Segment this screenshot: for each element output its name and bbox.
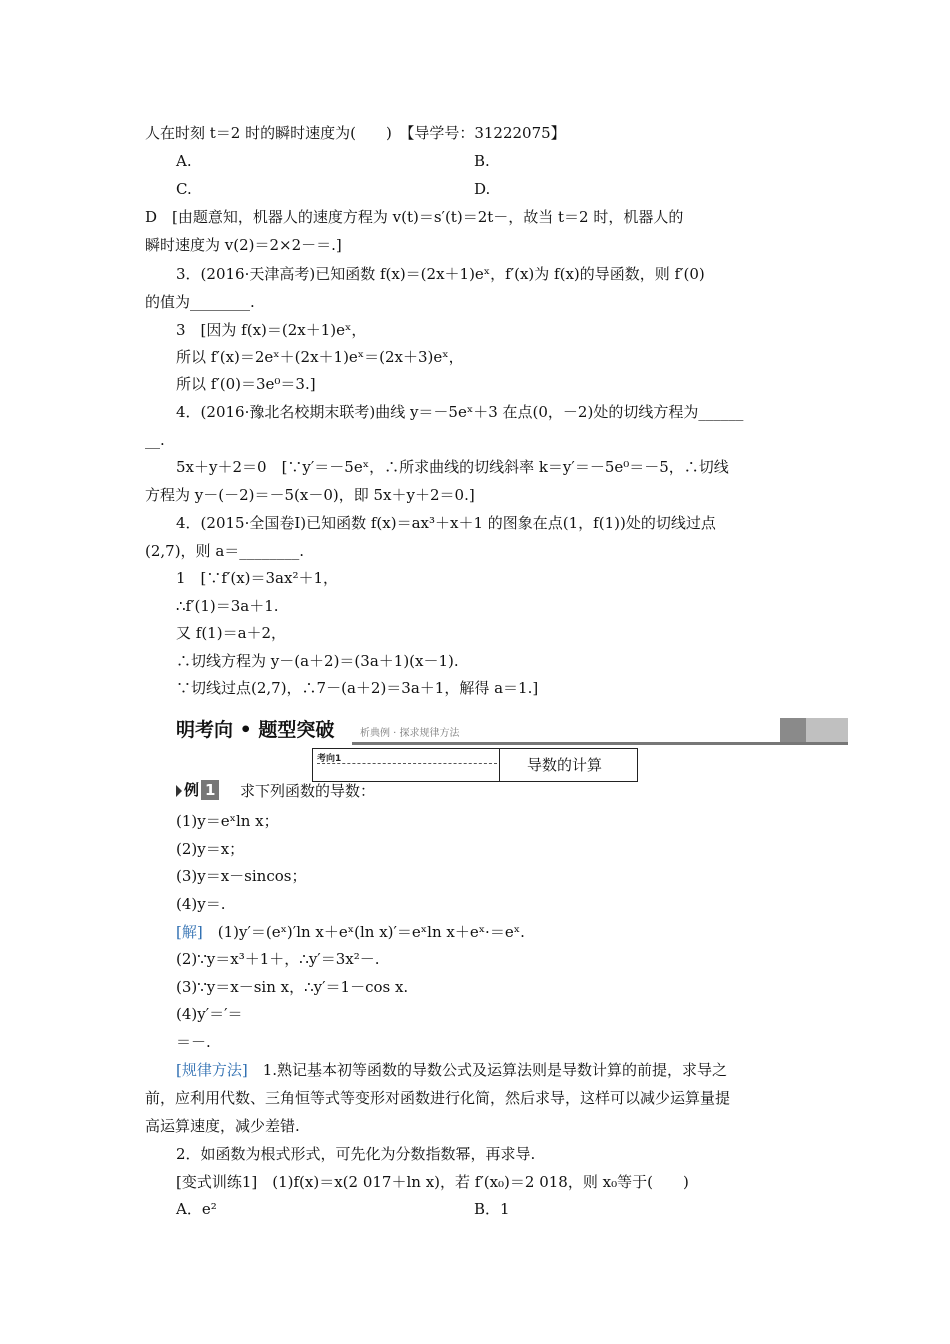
topic-title: 导数的计算 — [527, 756, 603, 774]
choice-option: A．e² — [176, 1200, 217, 1218]
text-line: (2,7)，则 a＝________. — [145, 542, 305, 560]
text-line: 求下列函数的导数： — [240, 782, 376, 800]
example-label — [176, 780, 219, 800]
triangle-icon — [176, 785, 182, 797]
text-line: 1 [∵f′(x)＝3ax²＋1， — [176, 569, 339, 587]
text-line: 4．(2016·豫北名校期末联考)曲线 y＝－5eˣ＋3 在点(0，－2)处的切线方程为______ — [176, 403, 744, 421]
example-word: 例 — [184, 781, 200, 799]
text-line: 前，应利用代数、三角恒等式等变形对函数进行化简，然后求导，这样可以减少运算量提 — [145, 1089, 731, 1107]
choice-option: B. — [474, 152, 490, 170]
text-line: 人在时刻 t＝2 时的瞬时速度为( ) 【导学号：31222075】 — [145, 124, 566, 142]
solution-1-line — [176, 922, 525, 942]
section-subtitle: 析典例 · 探求规律方法 — [360, 728, 460, 739]
solution-tag: [解] — [176, 923, 203, 941]
text-line: ∴f′(1)＝3a＋1. — [176, 597, 279, 615]
section-block-light — [806, 718, 848, 742]
text-line: 所以 f′(0)＝3e⁰＝3.] — [176, 375, 316, 393]
text-line: (1)y＝eˣln x； — [176, 812, 279, 830]
text-line: (3)∵y＝x－sin x，∴y′＝1－cos x. — [176, 978, 409, 996]
solution-text: (1)y′＝(eˣ)′ln x＋eˣ(ln x)′＝eˣln x＋eˣ·＝eˣ. — [202, 923, 525, 941]
text-line: (4)y＝. — [176, 895, 226, 913]
topic-dash — [317, 763, 497, 764]
text-line: (4)y′＝′＝ — [176, 1005, 243, 1023]
topic-box — [312, 748, 638, 782]
method-text: 1.熟记基本初等函数的导数公式及运算法则是导数计算的前提，求导之 — [247, 1061, 728, 1079]
text-line: [变式训练1] (1)f(x)＝x(2 017＋ln x)，若 f′(x₀)＝2 018，则 x₀等于( ) — [176, 1173, 689, 1191]
text-line: (3)y＝x－sincos； — [176, 867, 307, 885]
text-line: 4．(2015·全国卷Ⅰ)已知函数 f(x)＝ax³＋x＋1 的图象在点(1，f(1))处的切线过点 — [176, 514, 716, 532]
text-line: 3 [因为 f(x)＝(2x＋1)eˣ， — [176, 321, 367, 339]
choice-option: C. — [176, 180, 192, 198]
section-title: 明考向 • 题型突破 — [176, 719, 335, 741]
method-tag: [规律方法] — [176, 1061, 248, 1079]
topic-divider — [499, 749, 500, 781]
choice-option: D. — [474, 180, 491, 198]
method-line — [176, 1060, 727, 1080]
section-banner — [176, 718, 848, 744]
text-line: 的值为________. — [145, 293, 255, 311]
section-block-dark — [780, 718, 806, 742]
text-line: 2．如函数为根式形式，可先化为分数指数幂，再求导. — [176, 1145, 536, 1163]
text-line: 高运算速度，减少差错. — [145, 1117, 300, 1135]
text-line: D [由题意知，机器人的速度方程为 v(t)＝s′(t)＝2t－，故当 t＝2 时，机器人的 — [145, 208, 684, 226]
text-line: ＝－. — [176, 1033, 211, 1051]
text-line: (2)y＝x； — [176, 840, 245, 858]
text-line: 方程为 y－(－2)＝－5(x－0)，即 5x＋y＋2＝0.] — [145, 486, 475, 504]
topic-tag: 考向1 — [317, 754, 342, 764]
choice-option: B．1 — [474, 1200, 510, 1218]
text-line: (2)∵y＝x³＋1＋，∴y′＝3x²－. — [176, 950, 380, 968]
text-line: 3．(2016·天津高考)已知函数 f(x)＝(2x＋1)eˣ，f′(x)为 f(x)的导函数，则 f′(0) — [176, 265, 705, 283]
choice-option: A. — [176, 152, 192, 170]
text-line: 又 f(1)＝a＋2， — [176, 624, 287, 642]
section-rule — [352, 742, 848, 745]
text-line: ∴切线方程为 y－(a＋2)＝(3a＋1)(x－1). — [176, 652, 459, 670]
text-line: 5x＋y＋2＝0 [∵y′＝－5eˣ，∴所求曲线的切线斜率 k＝y′＝－5e⁰＝－5，∴切线 — [176, 458, 729, 476]
text-line: ∵切线过点(2,7)，∴7－(a＋2)＝3a＋1，解得 a＝1.] — [176, 679, 539, 697]
example-number: 1 — [201, 780, 219, 800]
text-line: __. — [145, 431, 165, 449]
text-line: 所以 f′(x)＝2eˣ＋(2x＋1)eˣ＝(2x＋3)eˣ， — [176, 348, 464, 366]
text-line: 瞬时速度为 v(2)＝2×2－＝.] — [145, 236, 342, 254]
